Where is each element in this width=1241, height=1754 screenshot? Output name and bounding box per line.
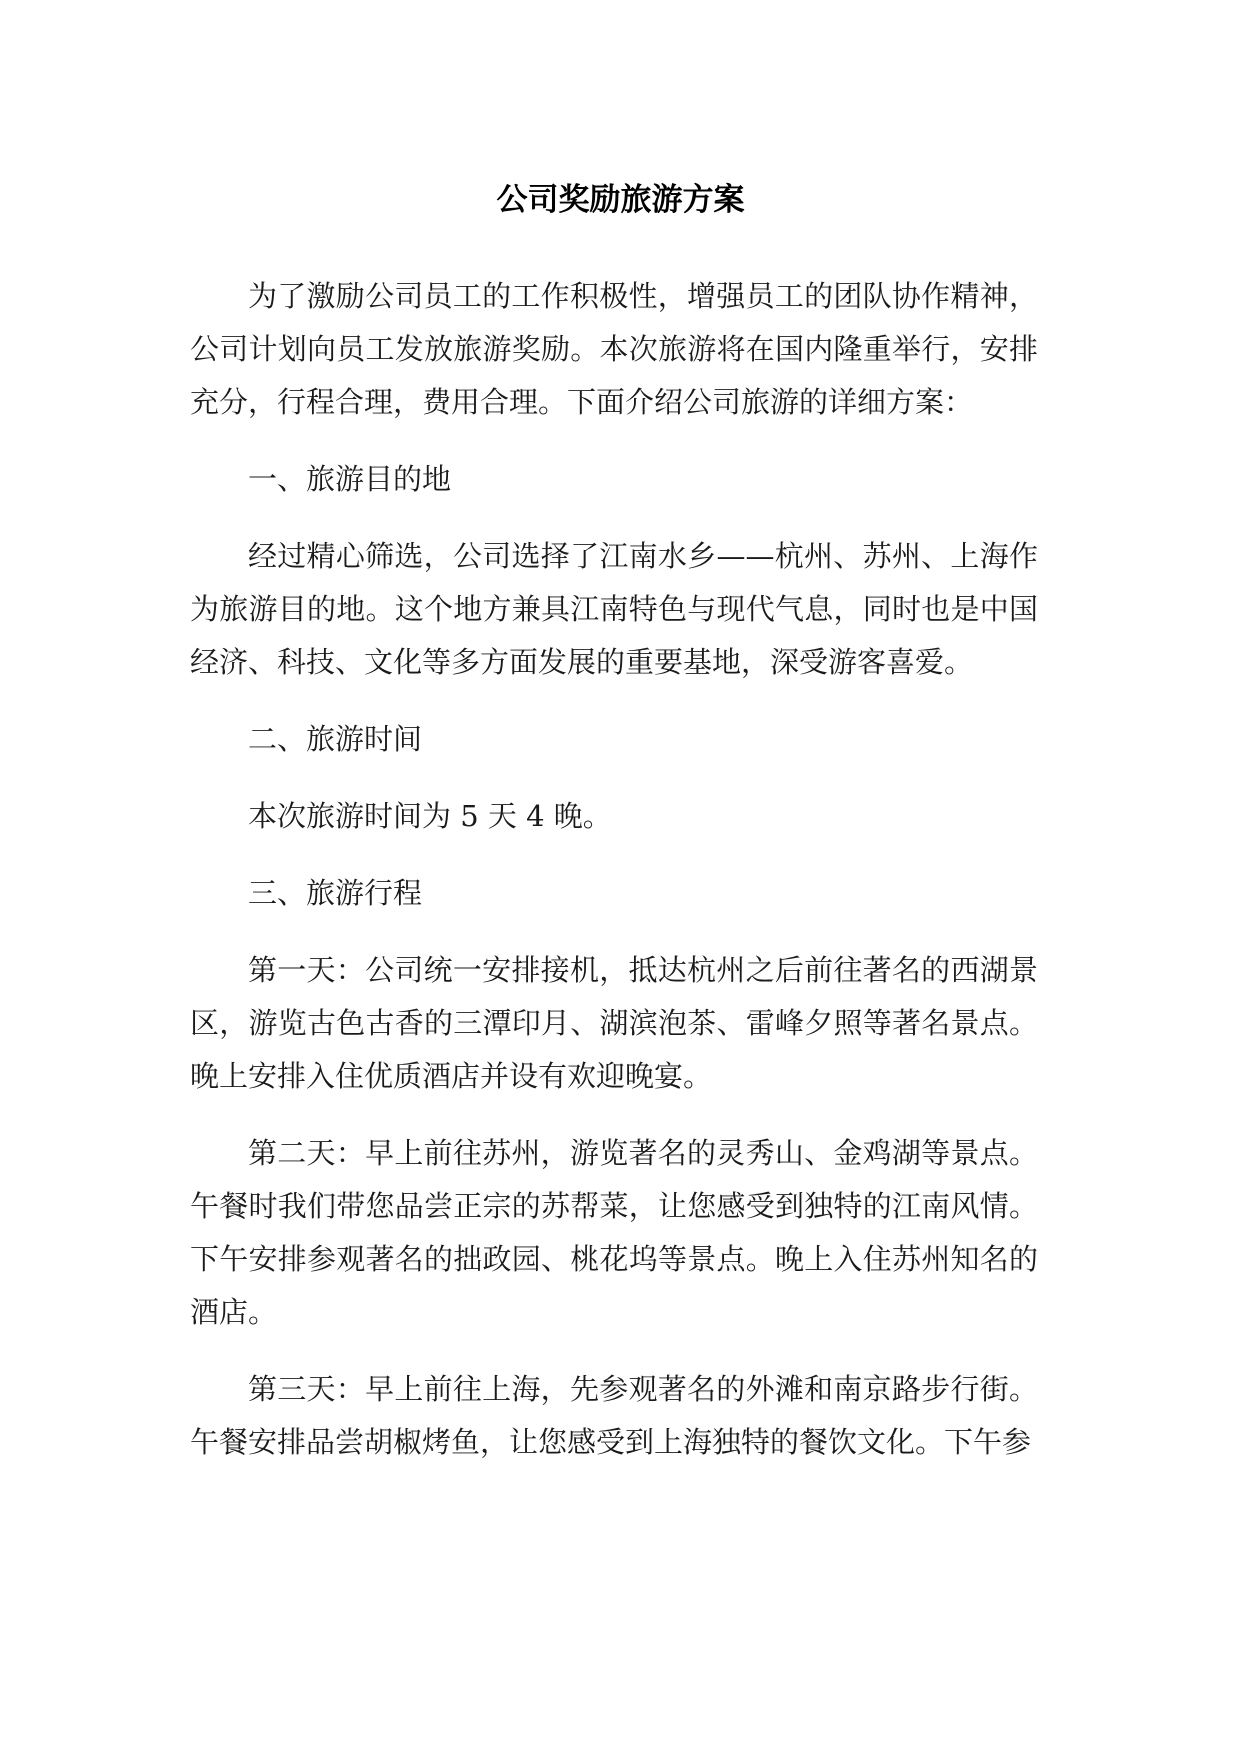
intro-paragraph: 为了激励公司员工的工作积极性，增强员工的团队协作精神，公司计划向员工发放旅游奖励。本次旅游将在国内隆重举行，安排充分，行程合理，费用合理。下面介绍公司旅游的详细方案： — [190, 279, 1038, 419]
destination-paragraph: 经过精心筛选，公司选择了江南水乡——杭州、苏州、上海作为旅游目的地。这个地方兼具江南特色与现代气息，同时也是中国经济、科技、文化等多方面发展的重要基地，深受游客喜爱。 — [190, 539, 1038, 679]
section-heading-time: 二、旅游时间 — [248, 722, 423, 756]
section-heading-destination: 一、旅游目的地 — [248, 462, 452, 496]
itinerary-day-three: 第三天：早上前往上海，先参观著名的外滩和南京路步行街。午餐安排品尝胡椒烤鱼，让您感受到上海独特的餐饮文化。下午参 — [190, 1372, 1038, 1459]
itinerary-day-two: 第二天：早上前往苏州，游览著名的灵秀山、金鸡湖等景点。午餐时我们带您品尝正宗的苏帮菜，让您感受到独特的江南风情。下午安排参观著名的拙政园、桃花坞等景点。晚上入住苏州知名的酒店。 — [190, 1136, 1038, 1329]
itinerary-day-one: 第一天：公司统一安排接机，抵达杭州之后前往著名的西湖景区，游览古色古香的三潭印月、湖滨泡茶、雷峰夕照等著名景点。晚上安排入住优质酒店并设有欢迎晚宴。 — [190, 953, 1038, 1093]
time-paragraph: 本次旅游时间为 5 天 4 晚。 — [248, 799, 612, 833]
document-title: 公司奖励旅游方案 — [496, 182, 745, 218]
section-heading-itinerary: 三、旅游行程 — [248, 876, 423, 910]
document-body — [190, 270, 1038, 1493]
